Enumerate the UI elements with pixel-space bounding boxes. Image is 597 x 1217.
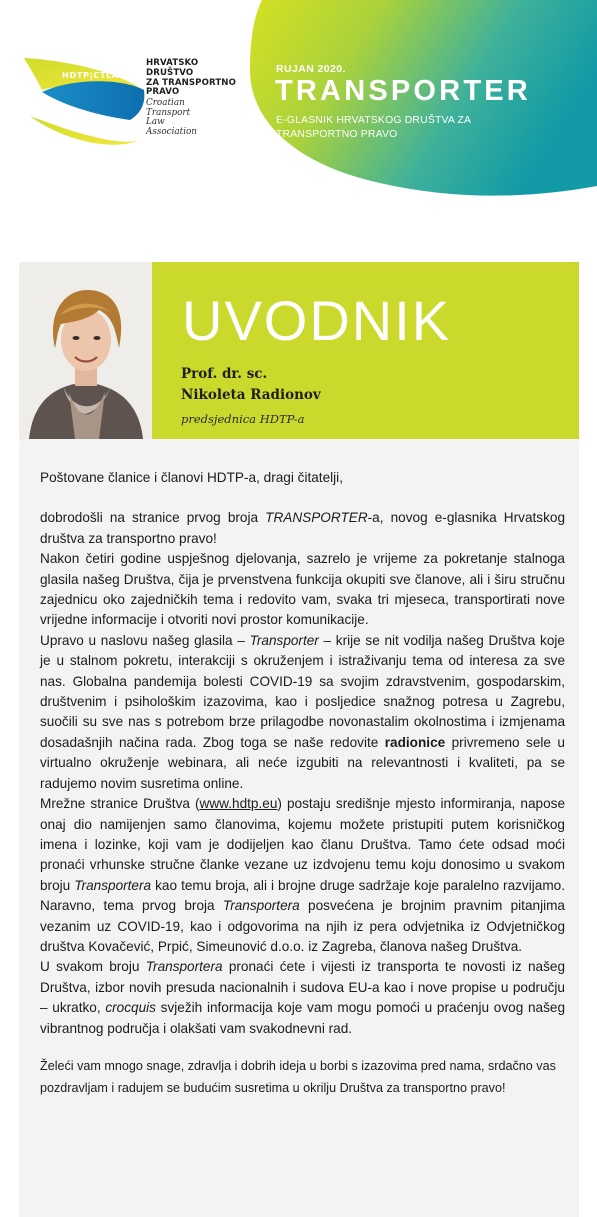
greeting-paragraph: Poštovane članice i članovi HDTP-a, dragi čitatelji, [40, 470, 343, 485]
newsletter-subtitle: E-GLASNIK HRVATSKOG DRUŠTVA ZA TRANSPORTNO PRAVO [276, 115, 471, 140]
paragraph-contents: U svakom broju Transportera pronaći ćete i vijesti iz transporta te novosti iz našeg Društva, izbor novih presuda nacionalnih i sudova EU-a kao i nove propise u području – ukratko, crocquis svježih informacija koje vam mogu pomoći u praćenju ovog našeg vibrantnog područja i olakšati vam svakodnevni rad. [40, 959, 566, 1036]
author-portrait [19, 262, 152, 439]
paragraph-welcome: dobrodošli na stranice prvog broja TRANSPORTER-a, novog e-glasnika Hrvatskog društva za transportno pravo! [40, 510, 566, 546]
editorial-text [40, 468, 565, 1099]
closing-paragraph: Želeći vam mnogo snage, zdravlja i dobrih ideja u borbi s izazovima pred nama, srdačno vas pozdravljam i radujem se budućim susretima u okrilju Društva za transportno pravo! [40, 1058, 556, 1095]
logo-badge: HDTP|CTLA [62, 70, 119, 80]
newsletter-title: TRANSPORTER [275, 75, 531, 107]
website-link[interactable]: www.hdtp.eu [199, 796, 278, 812]
author-portrait-image [19, 262, 152, 439]
section-title: UVODNIK [182, 289, 452, 352]
editorial-banner [19, 262, 579, 439]
author-role: predsjednica HDTP-a [181, 412, 305, 426]
paragraph-intro: Nakon četiri godine uspješnog djelovanja, sazrelo je vrijeme za pokretanje stalnoga glasila našeg Društva, čija je prvenstvena funkcija okupiti sve članove, ali i širu stručnu zajednicu oko zajedničkih tema i redovito vam, svaka tri mjeseca, transportirati nove vrijedne informacije i otvoriti novi prostor komunikacije. [40, 551, 565, 628]
logo-org-name: HRVATSKO DRUŠTVO ZA TRANSPORTNO PRAVO [146, 58, 236, 98]
editorial-body [19, 439, 579, 1217]
issue-date: RUJAN 2020. [276, 63, 346, 75]
paragraph-title-meaning: Upravo u naslovu našeg glasila – Transporter – krije se nit vodilja našeg Društva koje je u stalnom pokretu, interakciji s okruženjem i istraživanju tema od interesa za sve nas. Globalna pandemija bolesti COVID-19 sa svojim zdravstvenim, gospodarskim, društvenim i psihološkim izazovima, kao i posljedice snažnog potresa u Zagrebu, suočili su sve nas s potrebom brze prilagodbe novonastalim okolnostima i izmjenama dosadašnjih načina rada. Zbog toga se naše redovite radionice privremeno sele u virtualno okruženje webinara, ali neće izgubiti na relevantnosti i kvaliteti, pa se radujemo novim susretima online. [40, 632, 565, 791]
newsletter-header [0, 0, 597, 240]
paragraph-website: Mrežne stranice Društva (www.hdtp.eu) postaju središnje mjesto informiranja, napose onaj dio namijenjen samo članovima, kojemu možete pristupiti putem korisničkog imena i lozinke, koji vam je dodijeljen kao članu Društva. Tamo ćete odsad moći pronaći vrhunske stručne članke vezane uz izdvojenu temu koju donosimo u svakom broju Transportera kao temu broja, ali i brojne druge sadržaje koje paralelno razvijamo. Naravno, tema prvog broja Transportera posvećena je brojnim pravnim pitanjima vezanim uz COVID-19, kao i odgovorima na njih iz pera odvjetnika iz Odvjetničkog društva Kovačević, Prpić, Simeunović d.o.o. iz Zagreba, članova našeg Društva. [40, 796, 565, 954]
author-title: Prof. dr. sc. [181, 366, 268, 382]
logo-org-name-english: Croatian Transport Law Association [146, 98, 197, 137]
author-name: Nikoleta Radionov [181, 387, 321, 403]
